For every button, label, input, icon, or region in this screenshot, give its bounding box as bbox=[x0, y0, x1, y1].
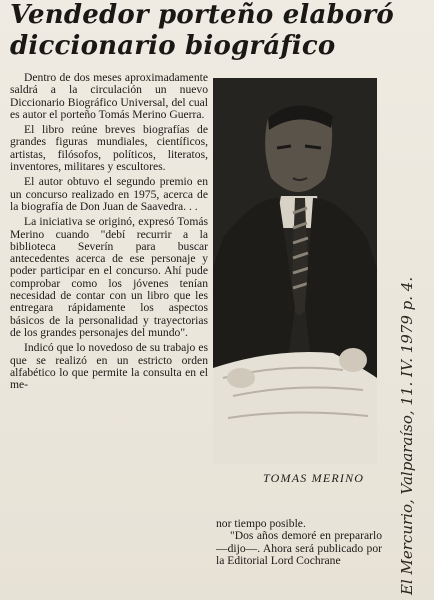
paragraph-2: El libro reúne breves biografías de grandes figuras mundiales, científicos, artistas, filósofos, políticos, literatos, inventores, militares y escultores. bbox=[10, 123, 208, 174]
paragraph-4: La iniciativa se originó, expresó Tomás Merino cuando "debí recurrir a la biblioteca Severín para buscar antecedentes acerca de ese personaje y poder participar en el concurso. Ahí pude comprobar como los jóvenes tenían necesidad de contar con un libro que les entregara rápidamente los aspectos básicos de la personalidad y trayectorias de los grandes personajes del mundo". bbox=[10, 215, 208, 339]
paragraph-1: Dentro de dos meses aproximadamente saldrá a la circulación un nuevo Diccionario Biográfico Universal, del cual es autor el porteño Tomás Merino Guerra. bbox=[10, 72, 208, 121]
portrait-illustration bbox=[213, 78, 377, 464]
portrait-photo bbox=[213, 78, 377, 464]
paragraph-3: El autor obtuvo el segundo premio en un concurso realizado en 1975, acerca de la biografía de Don Juan de Saavedra. . . bbox=[10, 175, 208, 213]
paragraph-6: nor tiempo posible. bbox=[216, 518, 306, 530]
photo-caption: TOMAS MERINO bbox=[263, 471, 365, 485]
paragraph-7: "Dos años demoré en prepararlo —dijo—. Ahora será publicado por la Editorial Lord Cochrane bbox=[216, 529, 382, 567]
headline-line-2: diccionario biográfico bbox=[10, 31, 336, 61]
headline bbox=[10, 0, 410, 62]
article-body-left-column bbox=[10, 72, 208, 600]
headline-line-1: Vendedor porteño elaboró bbox=[10, 0, 394, 30]
paragraph-5: Indicó que lo novedoso de su trabajo es que se realizó en un estricto orden alfabético lo que permite la consulta en el me- bbox=[10, 341, 208, 392]
handwritten-annotation-text: El Mercurio, Valparaíso, 11. IV. 1979 p. 4. bbox=[398, 276, 416, 595]
handwritten-annotation bbox=[380, 30, 430, 600]
article-body-right-column bbox=[216, 518, 382, 600]
